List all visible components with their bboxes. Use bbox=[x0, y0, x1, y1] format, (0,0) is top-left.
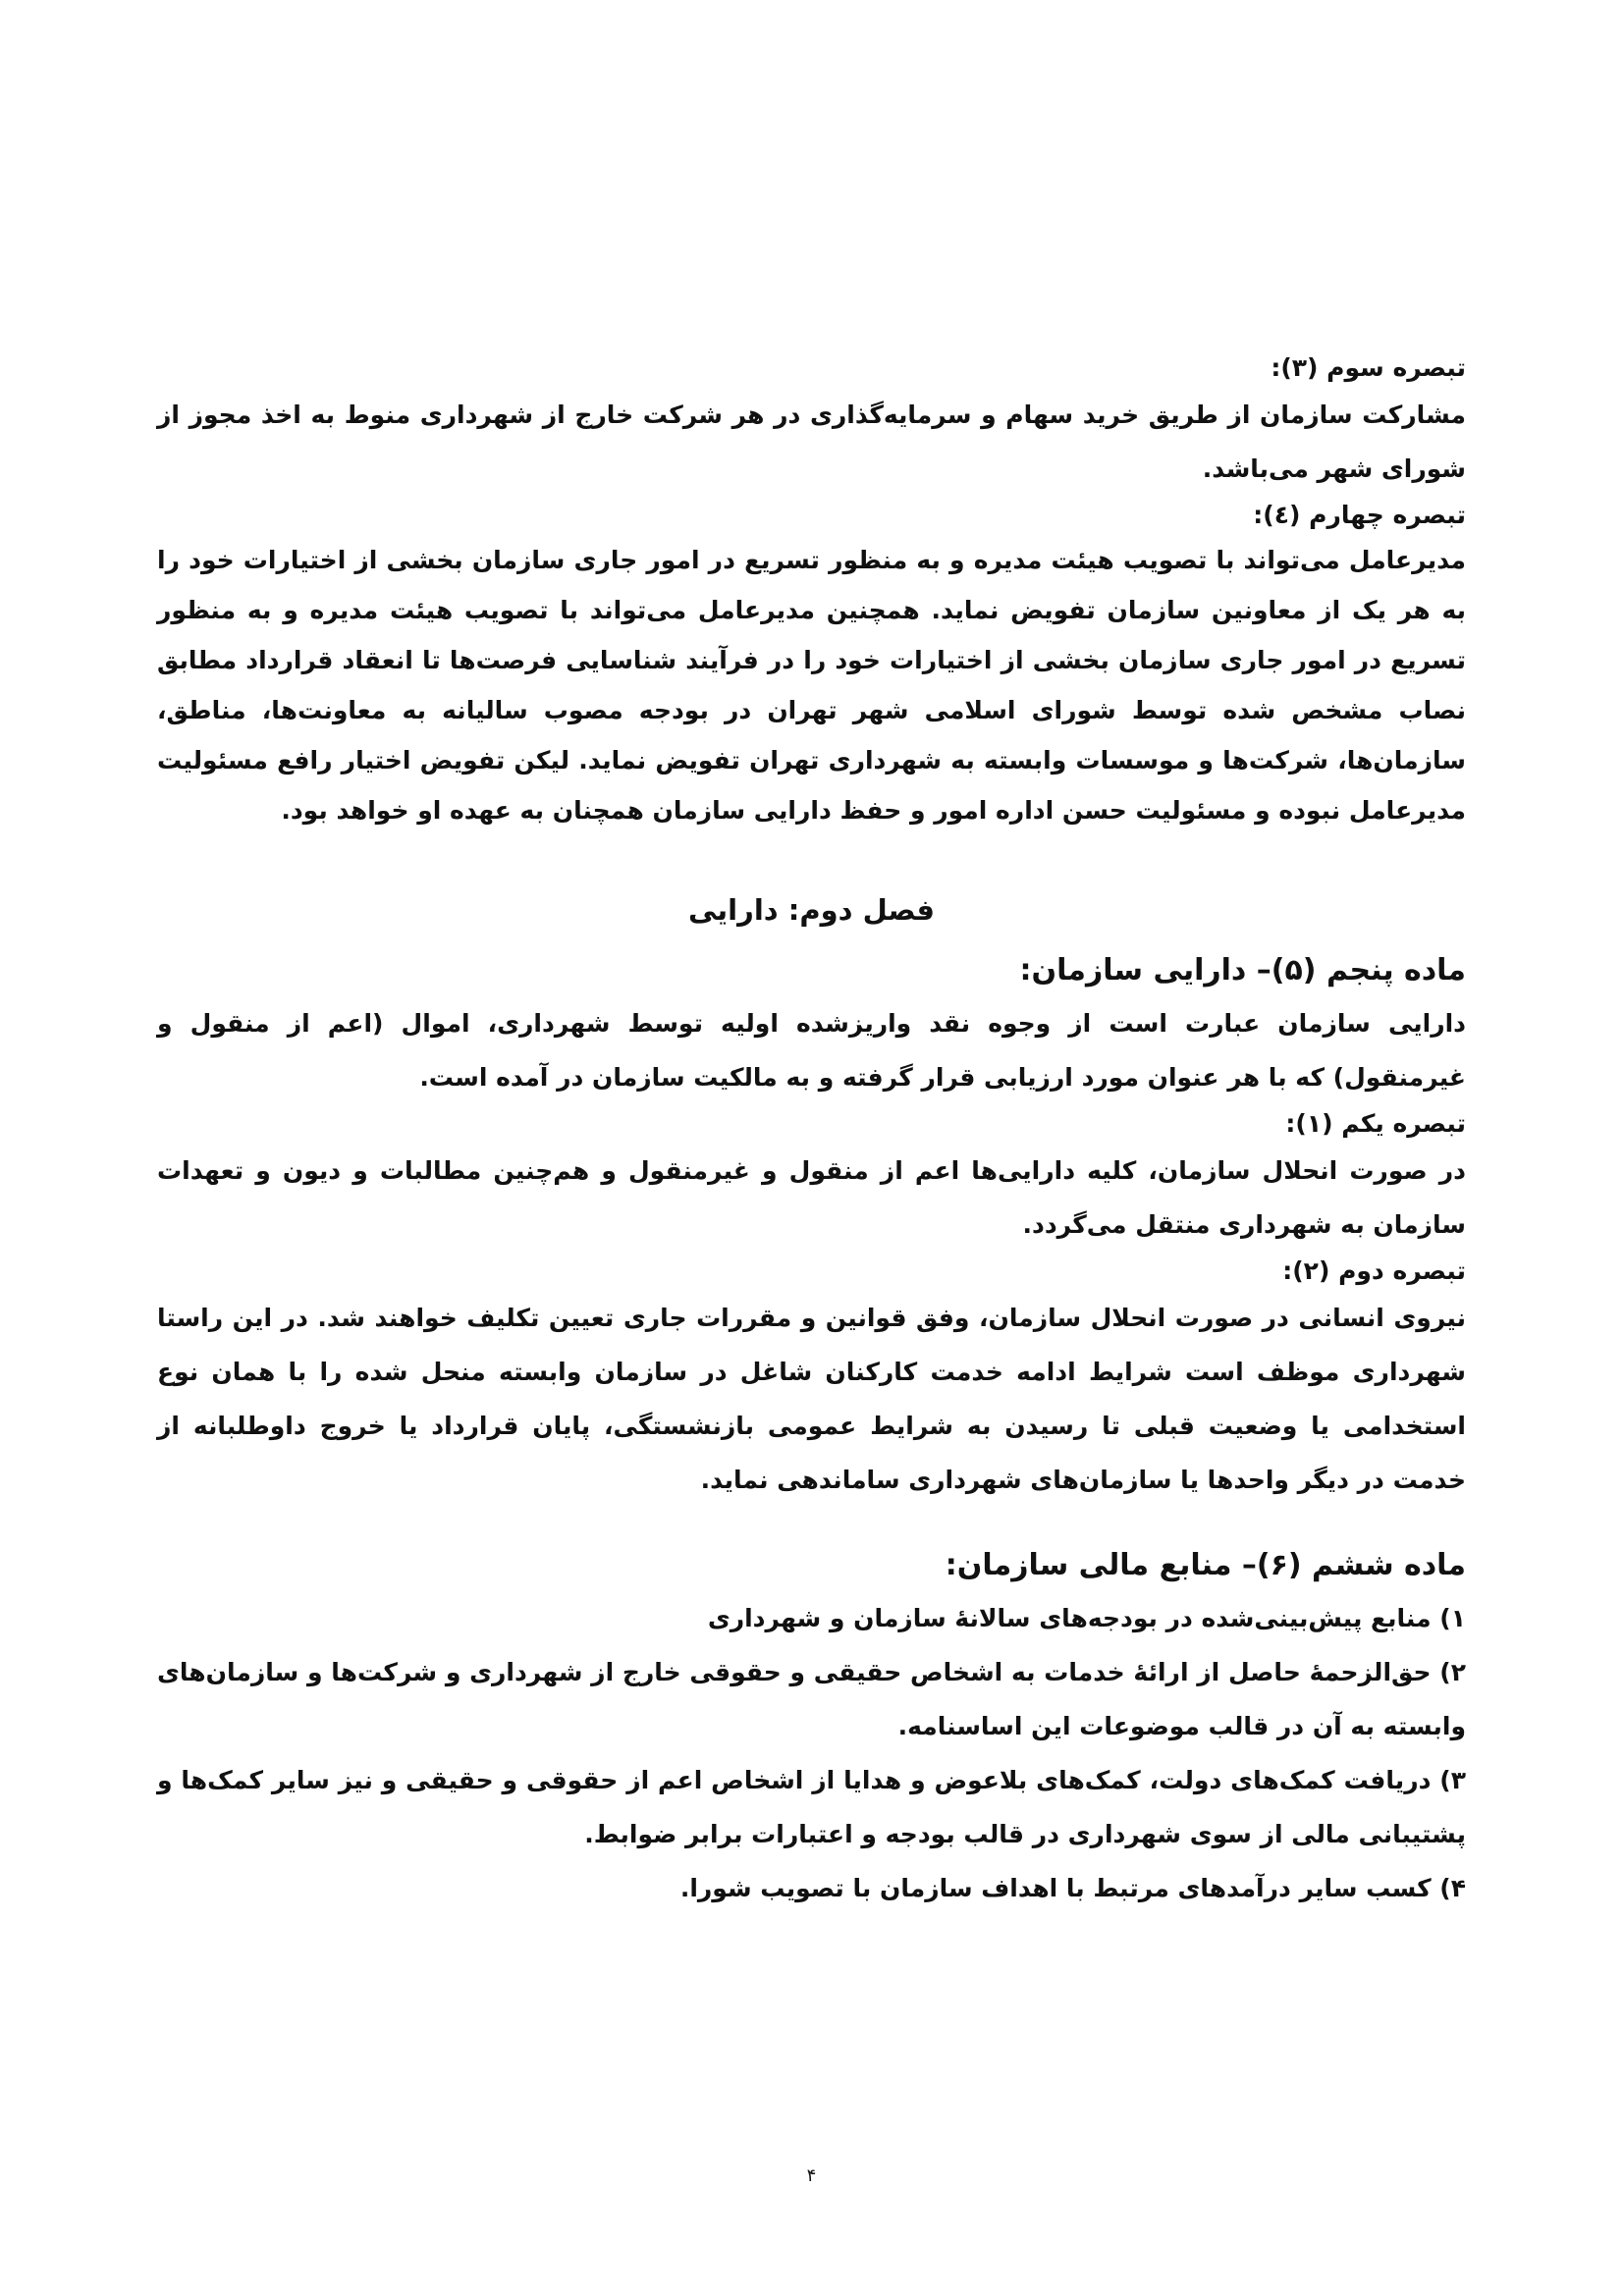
article-6-item-4: ۴) کسب سایر درآمدهای مرتبط با اهداف سازمان با تصویب شورا. bbox=[679, 1874, 1466, 1902]
note-4-text: مدیرعامل می‌تواند با تصویب هیئت مدیره و به منظور تسریع در امور جاری سازمان بخشی از اختیارات خود را به هر یک از معاونین سازمان تفویض نماید. همچنین مدیرعامل می‌تواند با تصویب هیئت مدیره و به منظور تسریع در امور جاری سازمان بخشی از اختیارات خود را در فرآیند شناسایی فرصت‌ها تا انعقاد قرارداد مطابق نصاب مشخص شده توسط شورای اسلامی شهر تهران در بودجه مصوب سالیانه به معاونت‌ها، مناطق، سازمان‌ها، شرکت‌ها و موسسات وابسته به شهرداری تهران تفویض نماید. لیکن تفویض اختیار رافع مسئولیت مدیرعامل نبوده و مسئولیت حسن اداره امور و حفظ دارایی سازمان همچنان به عهده او خواهد بود. bbox=[157, 546, 1466, 825]
note-4-title: تبصره چهارم (٤): bbox=[1253, 501, 1466, 529]
document-body bbox=[157, 348, 1466, 1915]
article-6-item-1: ۱) منابع پیش‌بینی‌شده در بودجه‌های سالانۀ سازمان و شهرداری bbox=[707, 1604, 1466, 1632]
note-3-title: تبصره سوم (۳): bbox=[1271, 353, 1466, 382]
article-5-title: ماده پنجم (۵)– دارایی سازمان: bbox=[1019, 953, 1466, 988]
article-5-note-2-text: نیروی انسانی در صورت انحلال سازمان، وفق قوانین و مقررات جاری تعیین تکلیف خواهند شد. در این راستا شهرداری موظف است شرایط ادامه خدمت کارکنان شاغل در سازمان وابسته منحل شده را با همان نوع استخدامی یا وضعیت قبلی تا رسیدن به شرایط عمومی بازنشستگی، پایان قرارداد یا خروج داوطلبانه از خدمت در دیگر واحدها یا سازمان‌های شهرداری ساماندهی نماید. bbox=[157, 1304, 1466, 1494]
article-6-item-3: ۳) دریافت کمک‌های دولت، کمک‌های بلاعوض و هدایا از اشخاص اعم از حقوقی و حقیقی و نیز سایر کمک‌ها و پشتیبانی مالی از سوی شهرداری در قالب بودجه و اعتبارات برابر ضوابط. bbox=[157, 1766, 1466, 1848]
note-3-text: مشارکت سازمان از طریق خرید سهام و سرمایه‌گذاری در هر شرکت خارج از شهرداری منوط به اخذ مجوز از شورای شهر می‌باشد. bbox=[157, 400, 1466, 483]
article-6-title: ماده ششم (۶)– منابع مالی سازمان: bbox=[945, 1548, 1466, 1582]
article-6-item-2: ۲) حق‌الزحمۀ حاصل از ارائۀ خدمات به اشخاص حقیقی و حقوقی خارج از شهرداری و شرکت‌ها و سازمان‌های وابسته به آن در قالب موضوعات این اساسنامه. bbox=[157, 1658, 1466, 1740]
article-5-note-2-title: تبصره دوم (۲): bbox=[1282, 1256, 1466, 1285]
chapter-2-title: فصل دوم: دارایی bbox=[687, 893, 936, 927]
article-5-text: دارایی سازمان عبارت است از وجوه نقد واریزشده اولیه توسط شهرداری، اموال (اعم از منقول و غیرمنقول) که با هر عنوان مورد ارزیابی قرار گرفته و به مالکیت سازمان در آمده است. bbox=[157, 1009, 1466, 1092]
article-5-note-1-text: در صورت انحلال سازمان، کلیه دارایی‌ها اعم از منقول و غیرمنقول و هم‌چنین مطالبات و دیون و تعهدات سازمان به شهرداری منتقل می‌گردد. bbox=[157, 1156, 1466, 1239]
page-number: ۴ bbox=[806, 2165, 817, 2186]
article-5-note-1-title: تبصره یکم (۱): bbox=[1285, 1109, 1466, 1138]
section-spacer bbox=[157, 1507, 1466, 1540]
